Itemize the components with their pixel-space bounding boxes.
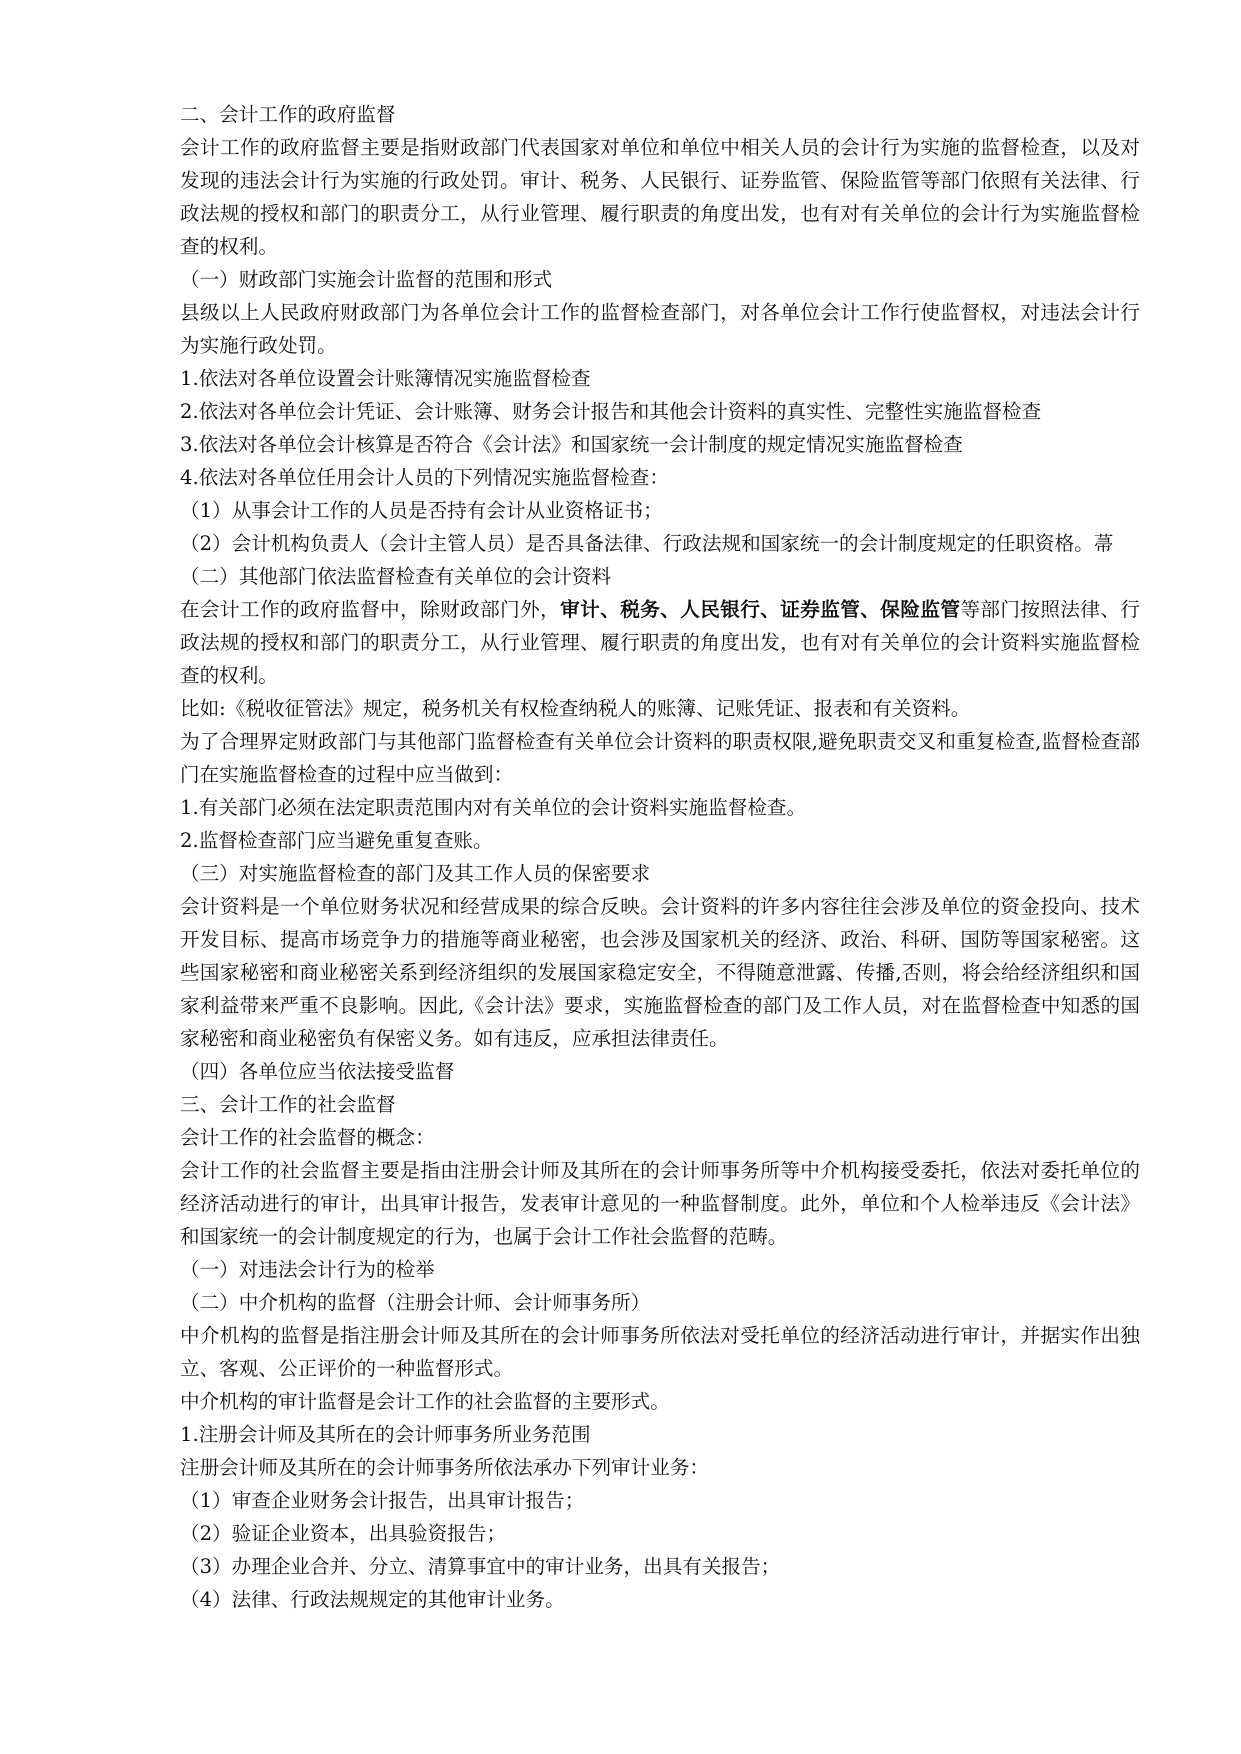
list-item-finance-1: 1.依法对各单位设置会计账簿情况实施监督检查 <box>180 367 591 390</box>
list-item-avoid-1: 1.有关部门必须在法定职责范围内对有关单位的会计资料实施监督检查。 <box>180 796 807 819</box>
sub-item-scope-4: （4）法律、行政法规规定的其他审计业务。 <box>180 1588 565 1611</box>
section-heading-government-supervision: 二、会计工作的政府监督 <box>180 103 396 126</box>
subsection-heading-other-departments: （二）其他部门依法监督检查有关单位的会计资料 <box>180 565 612 588</box>
document-body <box>180 98 1140 1616</box>
list-item-finance-3: 3.依法对各单位会计核算是否符合《会计法》和国家统一会计制度的规定情况实施监督检查 <box>180 433 963 456</box>
bold-department-list: 审计、税务、人民银行、证券监管、保险监管 <box>560 598 961 621</box>
sub-item-scope-1: （1）审查企业财务会计报告，出具审计报告； <box>180 1489 585 1512</box>
paragraph-other-departments-tail: 等部门按照法律、行政法规的授权和部门的职责分工，从行业管理、履行职责的角度出发，也有对有关单位的会计资料实施监督检查的权利。 <box>180 598 1141 687</box>
sub-item-finance-4-1: （1）从事会计工作的人员是否持有会计从业资格证书； <box>180 499 663 522</box>
paragraph-business-scope-intro: 注册会计师及其所在的会计师事务所依法承办下列审计业务： <box>180 1456 710 1479</box>
list-item-finance-2: 2.依法对各单位会计凭证、会计账簿、财务会计报告和其他会计资料的真实性、完整性实施监督检查 <box>180 400 1042 423</box>
paragraph-government-supervision-intro: 会计工作的政府监督主要是指财政部门代表国家对单位和单位中相关人员的会计行为实施的监督检查，以及对发现的违法会计行为实施的行政处罚。审计、税务、人民银行、证券监管、保险监管等部门依照有关法律、行政法规的授权和部门的职责分工，从行业管理、履行职责的角度出发，也有对有关单位的会计行为实施监督检查的权利。 <box>180 136 1140 258</box>
list-item-business-scope: 1.注册会计师及其所在的会计师事务所业务范围 <box>180 1423 591 1446</box>
subsection-heading-secrecy: （三）对实施监督检查的部门及其工作人员的保密要求 <box>180 862 651 885</box>
paragraph-avoid-duplication: 为了合理界定财政部门与其他部门监督检查有关单位会计资料的职责权限,避免职责交叉和重复检查,监督检查部门在实施监督检查的过程中应当做到： <box>180 730 1140 786</box>
subsection-heading-accept-supervision: （四）各单位应当依法接受监督 <box>180 1060 455 1083</box>
section-heading-social-supervision: 三、会计工作的社会监督 <box>180 1093 396 1116</box>
paragraph-secrecy: 会计资料是一个单位财务状况和经营成果的综合反映。会计资料的许多内容往往会涉及单位的资金投向、技术开发目标、提高市场竞争力的措施等商业秘密，也会涉及国家机关的经济、政治、科研、国防等国家秘密。这些国家秘密和商业秘密关系到经济组织的发展国家稳定安全，不得随意泄露、传播,否则，将会给经济组织和国家利益带来严重不良影响。因此,《会计法》要求，实施监督检查的部门及工作人员，对在监督检查中知悉的国家秘密和商业秘密负有保密义务。如有违反，应承担法律责任。 <box>180 895 1140 1050</box>
paragraph-finance-scope: 县级以上人民政府财政部门为各单位会计工作的监督检查部门，对各单位会计工作行使监督权，对违法会计行为实施行政处罚。 <box>180 301 1140 357</box>
sub-item-finance-4-2: （2）会计机构负责人（会计主管人员）是否具备法律、行政法规和国家统一的会计制度规定的任职资格。菷 <box>180 532 1114 555</box>
list-item-finance-4: 4.依法对各单位任用会计人员的下列情况实施监督检查： <box>180 466 669 489</box>
paragraph-intermediary: 中介机构的监督是指注册会计师及其所在的会计师事务所依法对受托单位的经济活动进行审计，并据实作出独立、客观、公正评价的一种监督形式。 <box>180 1324 1140 1380</box>
subsection-heading-finance-scope: （一）财政部门实施会计监督的范围和形式 <box>180 268 553 291</box>
paragraph-other-departments-lead: 在会计工作的政府监督中，除财政部门外， <box>180 598 561 621</box>
paragraph-tax-example: 比如:《税收征管法》规定，税务机关有权检查纳税人的账簿、记账凭证、报表和有关资料。 <box>180 697 971 720</box>
heading-social-concept: 会计工作的社会监督的概念： <box>180 1126 435 1149</box>
paragraph-social-concept: 会计工作的社会监督主要是指由注册会计师及其所在的会计师事务所等中介机构接受委托，依法对委托单位的经济活动进行的审计，出具审计报告，发表审计意见的一种监督制度。此外，单位和个人检举违反《会计法》和国家统一的会计制度规定的行为，也属于会计工作社会监督的范畴。 <box>180 1159 1140 1248</box>
subsection-heading-report-violations: （一）对违法会计行为的检举 <box>180 1258 435 1281</box>
list-item-avoid-2: 2.监督检查部门应当避免重复查账。 <box>180 829 493 852</box>
sub-item-scope-3: （3）办理企业合并、分立、清算事宜中的审计业务，出具有关报告； <box>180 1555 781 1578</box>
paragraph-intermediary-main-form: 中介机构的审计监督是会计工作的社会监督的主要形式。 <box>180 1390 670 1413</box>
subsection-heading-intermediary: （二）中介机构的监督（注册会计师、会计师事务所） <box>180 1291 651 1314</box>
sub-item-scope-2: （2）验证企业资本，出具验资报告； <box>180 1522 506 1545</box>
paragraph-other-departments <box>180 593 1140 692</box>
